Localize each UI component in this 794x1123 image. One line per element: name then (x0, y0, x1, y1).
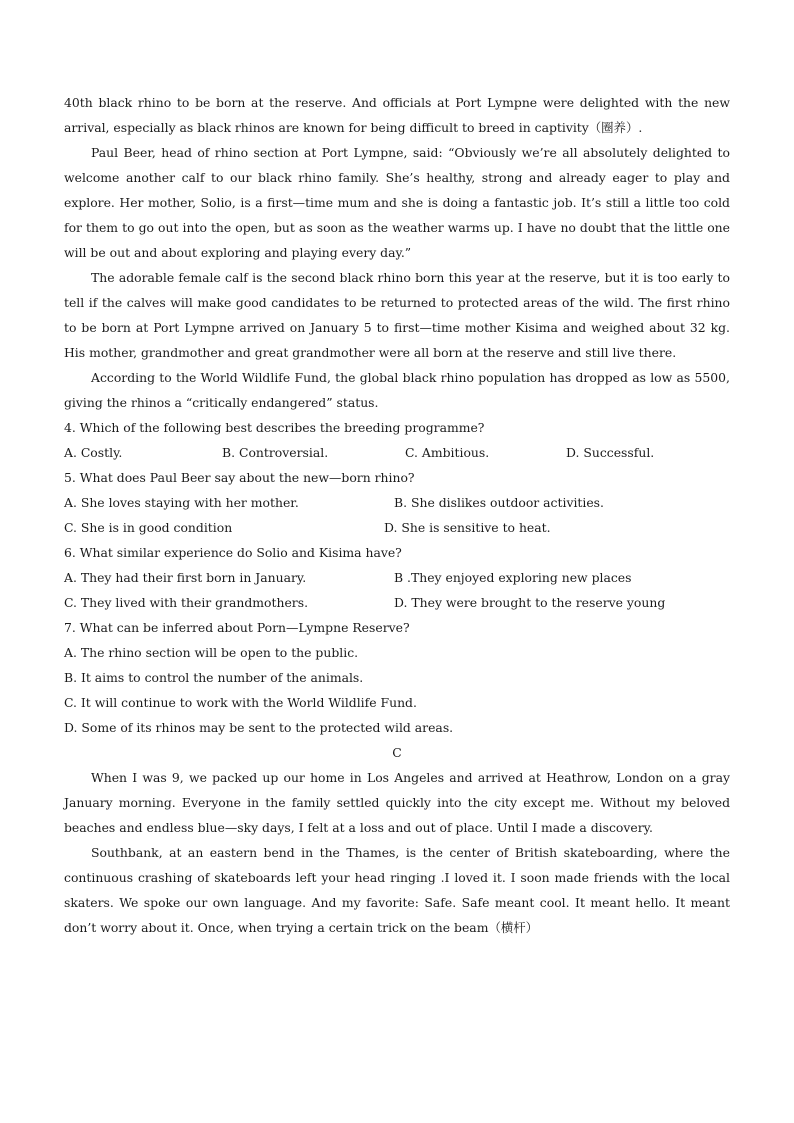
q6-option-b: B .They enjoyed exploring new places (394, 570, 632, 585)
q4-option-c: C. Ambitious. (405, 445, 490, 460)
q4-option-a: A. Costly. (64, 445, 123, 460)
section-c-heading: C (392, 745, 402, 760)
passage-c-paragraph-1: When I was 9, we packed up our home in Los Angeles and arrived at Heathrow, London on a gray January morning. Everyone in the family settled quickly into the city except me. Without my beloved beaches and endless blue—sky days, I felt at a loss and out of place. Until I made a discovery. (64, 770, 730, 835)
q5-option-d: D. She is sensitive to heat. (384, 520, 551, 535)
question-7-stem: 7. What can be inferred about Porn—Lympne Reserve? (64, 620, 410, 635)
q5-option-a: A. She loves staying with her mother. (64, 495, 299, 510)
passage-b-paragraph-1: 40th black rhino to be born at the reserve. And officials at Port Lympne were delighted with the new arrival, especially as black rhinos are known for being difficult to breed in captivity（圈养）. (64, 95, 730, 135)
passage-b-paragraph-4: According to the World Wildlife Fund, the global black rhino population has dropped as low as 5500, giving the rhinos a “critically endangered” status. (64, 370, 730, 410)
q6-option-d: D. They were brought to the reserve young (394, 595, 666, 610)
question-6-stem: 6. What similar experience do Solio and Kisima have? (64, 545, 402, 560)
passage-b-paragraph-2: Paul Beer, head of rhino section at Port Lympne, said: “Obviously we’re all absolutely delighted to welcome another calf to our black rhino family. She’s healthy, strong and already eager to play and explore. Her mother, Solio, is a first—time mum and she is doing a fantastic job. It’s still a little too cold for them to go out into the open, but as soon as the weather warms up. I have no doubt that the little one will be out and about exploring and playing every day.” (64, 145, 730, 260)
q5-option-c: C. She is in good condition (64, 520, 233, 535)
passage-b-paragraph-3: The adorable female calf is the second black rhino born this year at the reserve, but it is too early to tell if the calves will make good candidates to be returned to protected areas of the wild. The first rhino to be born at Port Lympne arrived on January 5 to first—time mother Kisima and weighed about 32 kg. His mother, grandmother and great grandmother were all born at the reserve and still live there. (64, 270, 730, 360)
q7-option-b: B. It aims to control the number of the animals. (64, 670, 364, 685)
q7-option-a: A. The rhino section will be open to the public. (64, 645, 359, 660)
q6-option-c: C. They lived with their grandmothers. (64, 595, 309, 610)
q4-option-b: B. Controversial. (222, 445, 329, 460)
passage-c-paragraph-2: Southbank, at an eastern bend in the Thames, is the center of British skateboarding, where the continuous crashing of skateboards left your head ringing .I loved it. I soon made friends with the local skaters. We spoke our own language. And my favorite: Safe. Safe meant cool. It meant hello. It meant don’t worry about it. Once, when trying a certain trick on the beam（横杆） (64, 845, 730, 935)
q4-option-d: D. Successful. (566, 445, 655, 460)
question-5-stem: 5. What does Paul Beer say about the new—born rhino? (64, 470, 415, 485)
question-4-options (64, 440, 730, 465)
q6-option-a: A. They had their first born in January. (64, 570, 307, 585)
question-5-options-row-2 (64, 515, 730, 540)
q7-option-d: D. Some of its rhinos may be sent to the protected wild areas. (64, 720, 454, 735)
question-6-options-row-2 (64, 590, 730, 615)
document-page (64, 90, 730, 940)
question-6-options-row-1 (64, 565, 730, 590)
q7-option-c: C. It will continue to work with the World Wildlife Fund. (64, 695, 417, 710)
q5-option-b: B. She dislikes outdoor activities. (394, 495, 604, 510)
question-5-options-row-1 (64, 490, 730, 515)
question-4-stem: 4. Which of the following best describes the breeding programme? (64, 420, 485, 435)
